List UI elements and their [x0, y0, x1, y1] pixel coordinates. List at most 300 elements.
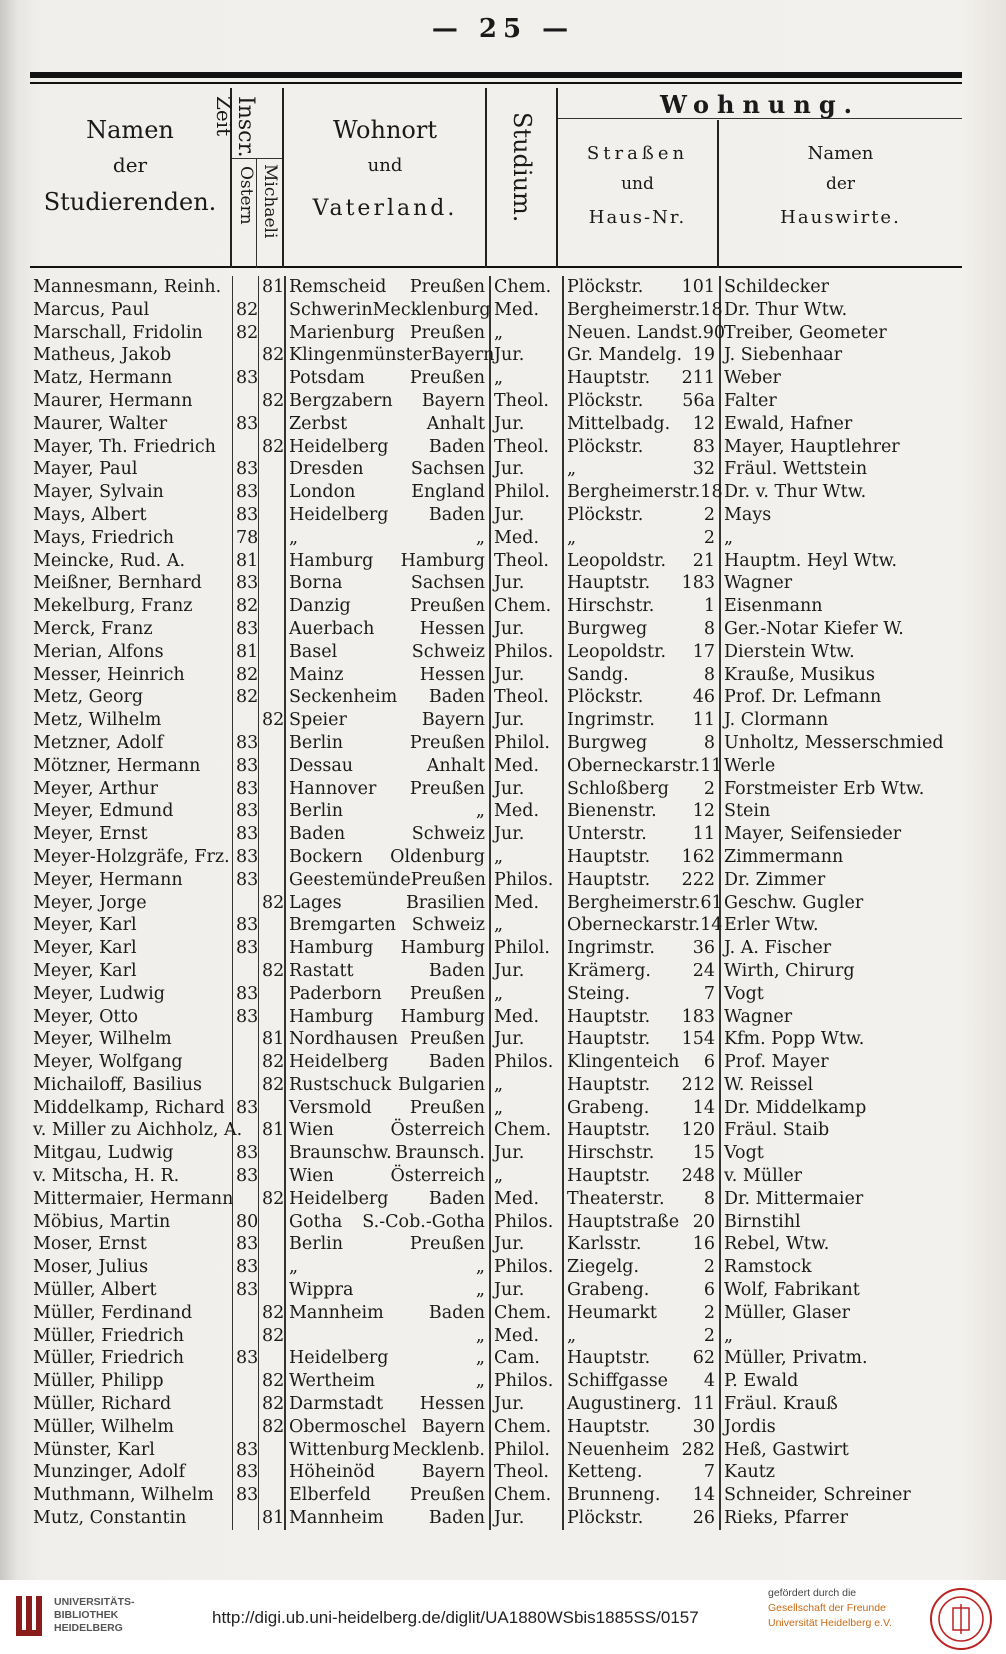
- hometown-cell: [285, 823, 490, 846]
- student-name: Mutz, Constantin: [33, 1508, 187, 1529]
- hometown: Remscheid: [289, 277, 387, 297]
- header-studium: Studium.: [508, 112, 536, 223]
- home-country: Anhalt: [426, 413, 485, 434]
- landlord: J. Clormann: [720, 709, 964, 732]
- term-michaeli: 82: [259, 892, 286, 915]
- home-country: Mecklenb.: [392, 1439, 485, 1460]
- student-name: Meyer, Karl: [33, 938, 137, 959]
- term-michaeli: [259, 755, 286, 778]
- landlord: Dierstein Wtw.: [720, 641, 964, 664]
- address-cell: [563, 664, 720, 687]
- street: Neuenheim: [567, 1439, 670, 1460]
- header-wohnort: [285, 88, 485, 266]
- street: Hauptstr.: [567, 846, 651, 867]
- address-cell: [563, 1097, 720, 1120]
- address-cell: [563, 1233, 720, 1256]
- student-register-body: [30, 276, 964, 1530]
- hometown-cell: [285, 1370, 490, 1393]
- header-divider: [485, 88, 487, 268]
- table-row: [30, 413, 964, 436]
- address-cell: [563, 1370, 720, 1393]
- term-ostern: 83: [233, 778, 259, 801]
- home-country: „: [475, 1280, 485, 1301]
- field-of-study: Philol.: [490, 732, 563, 755]
- street: „: [567, 527, 577, 548]
- house-number: 2: [703, 504, 715, 525]
- landlord: Fräul. Krauß: [720, 1393, 964, 1416]
- street: Burgweg: [567, 732, 648, 753]
- address-cell: [563, 1461, 720, 1484]
- table-row: [30, 983, 964, 1006]
- field-of-study: Med.: [490, 1188, 563, 1211]
- home-country: Hessen: [419, 618, 485, 639]
- landlord: Zimmermann: [720, 846, 964, 869]
- house-number: 8: [703, 618, 715, 639]
- street: Hauptstr.: [567, 368, 651, 389]
- table-row: [30, 1484, 964, 1507]
- table-row: [30, 732, 964, 755]
- field-of-study: Jur.: [490, 1507, 563, 1530]
- term-ostern: [233, 960, 259, 983]
- hometown-cell: [285, 1325, 490, 1348]
- home-country: „: [475, 527, 485, 548]
- table-row: [30, 755, 964, 778]
- table-row: [30, 1051, 964, 1074]
- landlord: Kautz: [720, 1461, 964, 1484]
- address-cell: [563, 367, 720, 390]
- term-ostern: 83: [233, 413, 259, 436]
- street: Klingenteich: [567, 1052, 680, 1073]
- home-country: Österreich: [390, 1120, 485, 1141]
- term-michaeli: [259, 299, 286, 322]
- address-cell: [563, 1347, 720, 1370]
- term-ostern: 83: [233, 800, 259, 823]
- term-ostern: 83: [233, 869, 259, 892]
- table-row: [30, 1370, 964, 1393]
- term-ostern: 83: [233, 572, 259, 595]
- field-of-study: Jur.: [490, 778, 563, 801]
- field-of-study: „: [490, 846, 563, 869]
- home-country: Hessen: [419, 1394, 485, 1415]
- term-michaeli: 82: [259, 1393, 286, 1416]
- home-country: Preußen: [409, 1097, 485, 1118]
- hometown: Seckenheim: [289, 687, 398, 708]
- address-cell: [563, 1188, 720, 1211]
- table-row: [30, 1347, 964, 1370]
- hometown: Wittenburg: [289, 1439, 391, 1460]
- home-country: Preußen: [409, 596, 485, 617]
- home-country: Preußen: [409, 983, 485, 1004]
- hometown: Berlin: [289, 732, 344, 753]
- library-logo-icon: [14, 1594, 44, 1638]
- address-cell: [563, 1119, 720, 1142]
- field-of-study: Philol.: [490, 937, 563, 960]
- student-name: Marschall, Fridolin: [33, 322, 203, 343]
- table-row: [30, 1302, 964, 1325]
- hometown-cell: [285, 641, 490, 664]
- sponsor-org-line1: Gesellschaft der Freunde: [768, 1602, 886, 1614]
- term-michaeli: [259, 458, 286, 481]
- top-rule-thin: [30, 82, 962, 84]
- house-number: 4: [703, 1371, 715, 1392]
- hometown-cell: [285, 800, 490, 823]
- hometown-cell: [285, 322, 490, 345]
- table-row: [30, 892, 964, 915]
- street: Plöckstr.: [567, 390, 644, 411]
- student-name: Meißner, Bernhard: [33, 573, 202, 594]
- term-ostern: 83: [233, 1097, 259, 1120]
- student-name: Middelkamp, Richard: [33, 1097, 225, 1118]
- field-of-study: Jur.: [490, 709, 563, 732]
- home-country: Preußen: [409, 277, 485, 297]
- address-cell: [563, 1074, 720, 1097]
- street: Hirschstr.: [567, 1143, 655, 1164]
- address-cell: [563, 755, 723, 778]
- field-of-study: Jur.: [490, 504, 563, 527]
- house-number: 62: [692, 1348, 715, 1369]
- house-number: 2: [703, 1257, 715, 1278]
- hometown: Potsdam: [289, 368, 365, 389]
- term-michaeli: 82: [259, 436, 286, 459]
- hometown: Heidelberg: [289, 436, 389, 457]
- home-country: Bayern: [421, 390, 485, 411]
- term-michaeli: 82: [259, 390, 286, 413]
- student-name: Mays, Friedrich: [33, 527, 175, 548]
- student-name: Münster, Karl: [33, 1439, 155, 1460]
- home-country: Baden: [428, 1188, 485, 1209]
- hometown-cell: [285, 1461, 490, 1484]
- street: Hauptstr.: [567, 1029, 651, 1050]
- address-cell: [563, 299, 723, 322]
- student-name: Mayer, Sylvain: [33, 482, 164, 503]
- street: „: [567, 459, 577, 480]
- student-name: Müller, Friedrich: [33, 1348, 185, 1369]
- house-number: 222: [681, 869, 715, 890]
- street: Plöckstr.: [567, 436, 644, 457]
- student-name: Merian, Alfons: [33, 641, 164, 662]
- street: Hauptstr.: [567, 1006, 651, 1027]
- hometown: Berlin: [289, 801, 344, 822]
- student-name: Metz, Wilhelm: [33, 710, 162, 731]
- home-country: Braunsch.: [395, 1143, 485, 1164]
- house-number: 7: [703, 1462, 715, 1483]
- table-row: [30, 846, 964, 869]
- field-of-study: Philos.: [490, 1211, 563, 1234]
- hometown-cell: [285, 1188, 490, 1211]
- hometown: Heidelberg: [289, 1188, 389, 1209]
- hometown-cell: [285, 937, 490, 960]
- house-number: 8: [703, 664, 715, 685]
- landlord: Schildecker: [720, 276, 964, 299]
- landlord: „: [720, 527, 964, 550]
- field-of-study: Jur.: [490, 1233, 563, 1256]
- house-number: 11: [700, 755, 723, 776]
- student-name: Munzinger, Adolf: [33, 1462, 186, 1483]
- street: Hauptstr.: [567, 573, 651, 594]
- hometown-cell: [285, 276, 490, 299]
- field-of-study: Med.: [490, 1006, 563, 1029]
- hometown-cell: [285, 1416, 490, 1439]
- term-ostern: 83: [233, 914, 259, 937]
- field-of-study: Chem.: [490, 595, 563, 618]
- term-michaeli: [259, 1347, 286, 1370]
- term-ostern: 83: [233, 937, 259, 960]
- house-number: 6: [703, 1052, 715, 1073]
- table-row: [30, 823, 964, 846]
- page-number: — 25 —: [431, 14, 575, 44]
- table-row: [30, 481, 964, 504]
- hometown: Braunschw.: [289, 1143, 392, 1164]
- field-of-study: Philol.: [490, 481, 563, 504]
- address-cell: [563, 778, 720, 801]
- term-ostern: 83: [233, 1142, 259, 1165]
- field-of-study: Jur.: [490, 664, 563, 687]
- library-name-line2: BIBLIOTHEK: [54, 1609, 119, 1621]
- term-michaeli: 81: [259, 1507, 286, 1530]
- term-ostern: [233, 1507, 259, 1530]
- street: Oberneckarstr.: [567, 755, 701, 776]
- street: Bergheimerstr.: [567, 299, 701, 320]
- home-country: S.-Cob.-Gotha: [362, 1211, 485, 1232]
- address-cell: [563, 709, 720, 732]
- landlord: Fräul. Wettstein: [720, 458, 964, 481]
- field-of-study: Theol.: [490, 550, 563, 573]
- table-row: [30, 458, 964, 481]
- student-name: Marcus, Paul: [33, 299, 150, 320]
- hometown: Hamburg: [289, 550, 374, 571]
- term-ostern: 83: [233, 1279, 259, 1302]
- library-name: [54, 1596, 135, 1635]
- header-wohnung: Wohnung.: [660, 90, 860, 119]
- hometown: Speier: [289, 710, 347, 731]
- term-michaeli: [259, 322, 286, 345]
- hometown: Elberfeld: [289, 1485, 371, 1506]
- street: Bergheimerstr.: [567, 482, 701, 503]
- student-name: Michailoff, Basilius: [33, 1074, 203, 1095]
- home-country: Preußen: [409, 1485, 485, 1506]
- table-row: [30, 390, 964, 413]
- home-country: Bayern: [421, 1462, 485, 1483]
- address-cell: [563, 1302, 720, 1325]
- home-country: Hamburg: [400, 550, 485, 571]
- landlord: Dr. Middelkamp: [720, 1097, 964, 1120]
- term-ostern: 78: [233, 527, 259, 550]
- street: Sandg.: [567, 664, 629, 685]
- street: Ketteng.: [567, 1462, 643, 1483]
- hometown-cell: [285, 1347, 490, 1370]
- field-of-study: Chem.: [490, 276, 563, 299]
- field-of-study: Theol.: [490, 1461, 563, 1484]
- hometown-cell: [285, 413, 490, 436]
- landlord: Prof. Dr. Lefmann: [720, 686, 964, 709]
- hometown: Hamburg: [289, 938, 374, 959]
- address-cell: [563, 1256, 720, 1279]
- hometown-cell: [285, 595, 490, 618]
- term-michaeli: [259, 504, 286, 527]
- hometown-cell: [285, 869, 490, 892]
- address-cell: [563, 1325, 720, 1348]
- term-ostern: [233, 709, 259, 732]
- field-of-study: „: [490, 367, 563, 390]
- term-ostern: 83: [233, 1461, 259, 1484]
- hometown-cell: [285, 732, 490, 755]
- hometown: Hamburg: [289, 1006, 374, 1027]
- field-of-study: Chem.: [490, 1119, 563, 1142]
- term-michaeli: [259, 1097, 286, 1120]
- house-number: 11: [692, 710, 715, 731]
- hometown-cell: [285, 481, 490, 504]
- table-row: [30, 436, 964, 459]
- table-row: [30, 1233, 964, 1256]
- term-ostern: 83: [233, 1006, 259, 1029]
- table-row: [30, 595, 964, 618]
- address-cell: [563, 390, 720, 413]
- term-ostern: 83: [233, 618, 259, 641]
- library-name-line3: HEIDELBERG: [54, 1622, 123, 1634]
- hometown-cell: [285, 1279, 490, 1302]
- house-number: 1: [703, 596, 715, 617]
- home-country: „: [475, 1257, 485, 1278]
- landlord: Wirth, Chirurg: [720, 960, 964, 983]
- student-name: Mekelburg, Franz: [33, 596, 193, 617]
- hometown-cell: [285, 1165, 490, 1188]
- field-of-study: Jur.: [490, 458, 563, 481]
- hometown-cell: [285, 1302, 490, 1325]
- student-name: Mayer, Paul: [33, 459, 138, 480]
- student-name: Meyer, Edmund: [33, 801, 174, 822]
- hometown: Klingenmünster: [289, 345, 432, 366]
- term-michaeli: 82: [259, 1416, 286, 1439]
- street: Oberneckarstr.: [567, 915, 701, 936]
- street: Bienenstr.: [567, 801, 657, 822]
- home-country: Baden: [428, 436, 485, 457]
- field-of-study: „: [490, 983, 563, 1006]
- house-number: 2: [703, 778, 715, 799]
- source-url-link[interactable]: http://digi.ub.uni-heidelberg.de/diglit/UA1880WSbis1885SS/0157: [212, 1608, 699, 1627]
- term-ostern: 82: [233, 664, 259, 687]
- student-name: Maurer, Walter: [33, 413, 168, 434]
- field-of-study: Philos.: [490, 1370, 563, 1393]
- landlord: Wagner: [720, 572, 964, 595]
- landlord: Ramstock: [720, 1256, 964, 1279]
- hometown-cell: [285, 458, 490, 481]
- student-name: Müller, Philipp: [33, 1371, 164, 1392]
- house-number: 183: [681, 1006, 715, 1027]
- student-name: Möbius, Martin: [33, 1211, 171, 1232]
- address-cell: [563, 1416, 720, 1439]
- field-of-study: „: [490, 1165, 563, 1188]
- term-michaeli: 82: [259, 1051, 286, 1074]
- house-number: 2: [703, 1302, 715, 1323]
- street: Unterstr.: [567, 824, 647, 845]
- hometown: London: [289, 482, 356, 503]
- hometown: Heidelberg: [289, 504, 389, 525]
- landlord: Mayer, Hauptlehrer: [720, 436, 964, 459]
- term-ostern: 83: [233, 983, 259, 1006]
- home-country: Hamburg: [400, 1006, 485, 1027]
- landlord: Dr. Thur Wtw.: [720, 299, 964, 322]
- field-of-study: Philol.: [490, 1439, 563, 1462]
- header-wohnort-line1: Wohnort: [333, 116, 437, 144]
- student-name: Meyer, Ernst: [33, 824, 148, 845]
- sponsor-org-line2: Universität Heidelberg e.V.: [768, 1617, 892, 1629]
- hometown-cell: [285, 504, 490, 527]
- hometown: Wippra: [289, 1280, 354, 1301]
- hometown-cell: [285, 299, 490, 322]
- landlord: Vogt: [720, 983, 964, 1006]
- house-number: 12: [692, 801, 715, 822]
- header-inscr: Inscr.: [233, 96, 258, 158]
- landlord: Birnstihl: [720, 1211, 964, 1234]
- hometown-cell: [285, 1142, 490, 1165]
- field-of-study: „: [490, 1074, 563, 1097]
- hometown: Dessau: [289, 755, 354, 776]
- hometown-cell: [285, 1006, 490, 1029]
- home-country: Schweiz: [411, 915, 485, 936]
- hometown: Obermoschel: [289, 1416, 407, 1437]
- term-michaeli: 81: [259, 1119, 286, 1142]
- term-ostern: [233, 1325, 259, 1348]
- home-country: Preußen: [409, 322, 485, 343]
- hometown: Darmstadt: [289, 1394, 384, 1415]
- term-ostern: [233, 892, 259, 915]
- address-cell: [563, 823, 720, 846]
- address-cell: [563, 436, 720, 459]
- landlord: Weber: [720, 367, 964, 390]
- student-name: Mayer, Th. Friedrich: [33, 436, 216, 457]
- student-name: Moser, Ernst: [33, 1234, 147, 1255]
- table-row: [30, 550, 964, 573]
- landlord: Eisenmann: [720, 595, 964, 618]
- term-michaeli: [259, 1256, 286, 1279]
- street: Grabeng.: [567, 1280, 650, 1301]
- table-row: [30, 1006, 964, 1029]
- term-michaeli: 81: [259, 1028, 286, 1051]
- table-row: [30, 1028, 964, 1051]
- term-michaeli: [259, 572, 286, 595]
- term-michaeli: [259, 686, 286, 709]
- home-country: England: [411, 482, 485, 503]
- table-row: [30, 276, 964, 299]
- home-country: Brasilien: [405, 892, 485, 913]
- landlord: Jordis: [720, 1416, 964, 1439]
- term-ostern: 83: [233, 504, 259, 527]
- hometown: Borna: [289, 573, 343, 594]
- term-ostern: 80: [233, 1211, 259, 1234]
- table-row: [30, 664, 964, 687]
- address-cell: [563, 846, 720, 869]
- hometown-cell: [285, 846, 490, 869]
- header-divider: [256, 158, 257, 268]
- hometown: Marienburg: [289, 322, 395, 343]
- hometown-cell: [285, 1439, 490, 1462]
- field-of-study: Chem.: [490, 1484, 563, 1507]
- house-number: 8: [703, 732, 715, 753]
- field-of-study: Chem.: [490, 1302, 563, 1325]
- term-michaeli: [259, 550, 286, 573]
- term-ostern: [233, 1302, 259, 1325]
- house-number: 19: [692, 345, 715, 366]
- landlord: J. A. Fischer: [720, 937, 964, 960]
- house-number: 183: [681, 573, 715, 594]
- header-divider: [232, 158, 282, 159]
- term-ostern: 82: [233, 686, 259, 709]
- hometown-cell: [285, 960, 490, 983]
- field-of-study: Med.: [490, 1325, 563, 1348]
- house-number: 6: [703, 1280, 715, 1301]
- street: Grabeng.: [567, 1097, 650, 1118]
- address-cell: [563, 1028, 720, 1051]
